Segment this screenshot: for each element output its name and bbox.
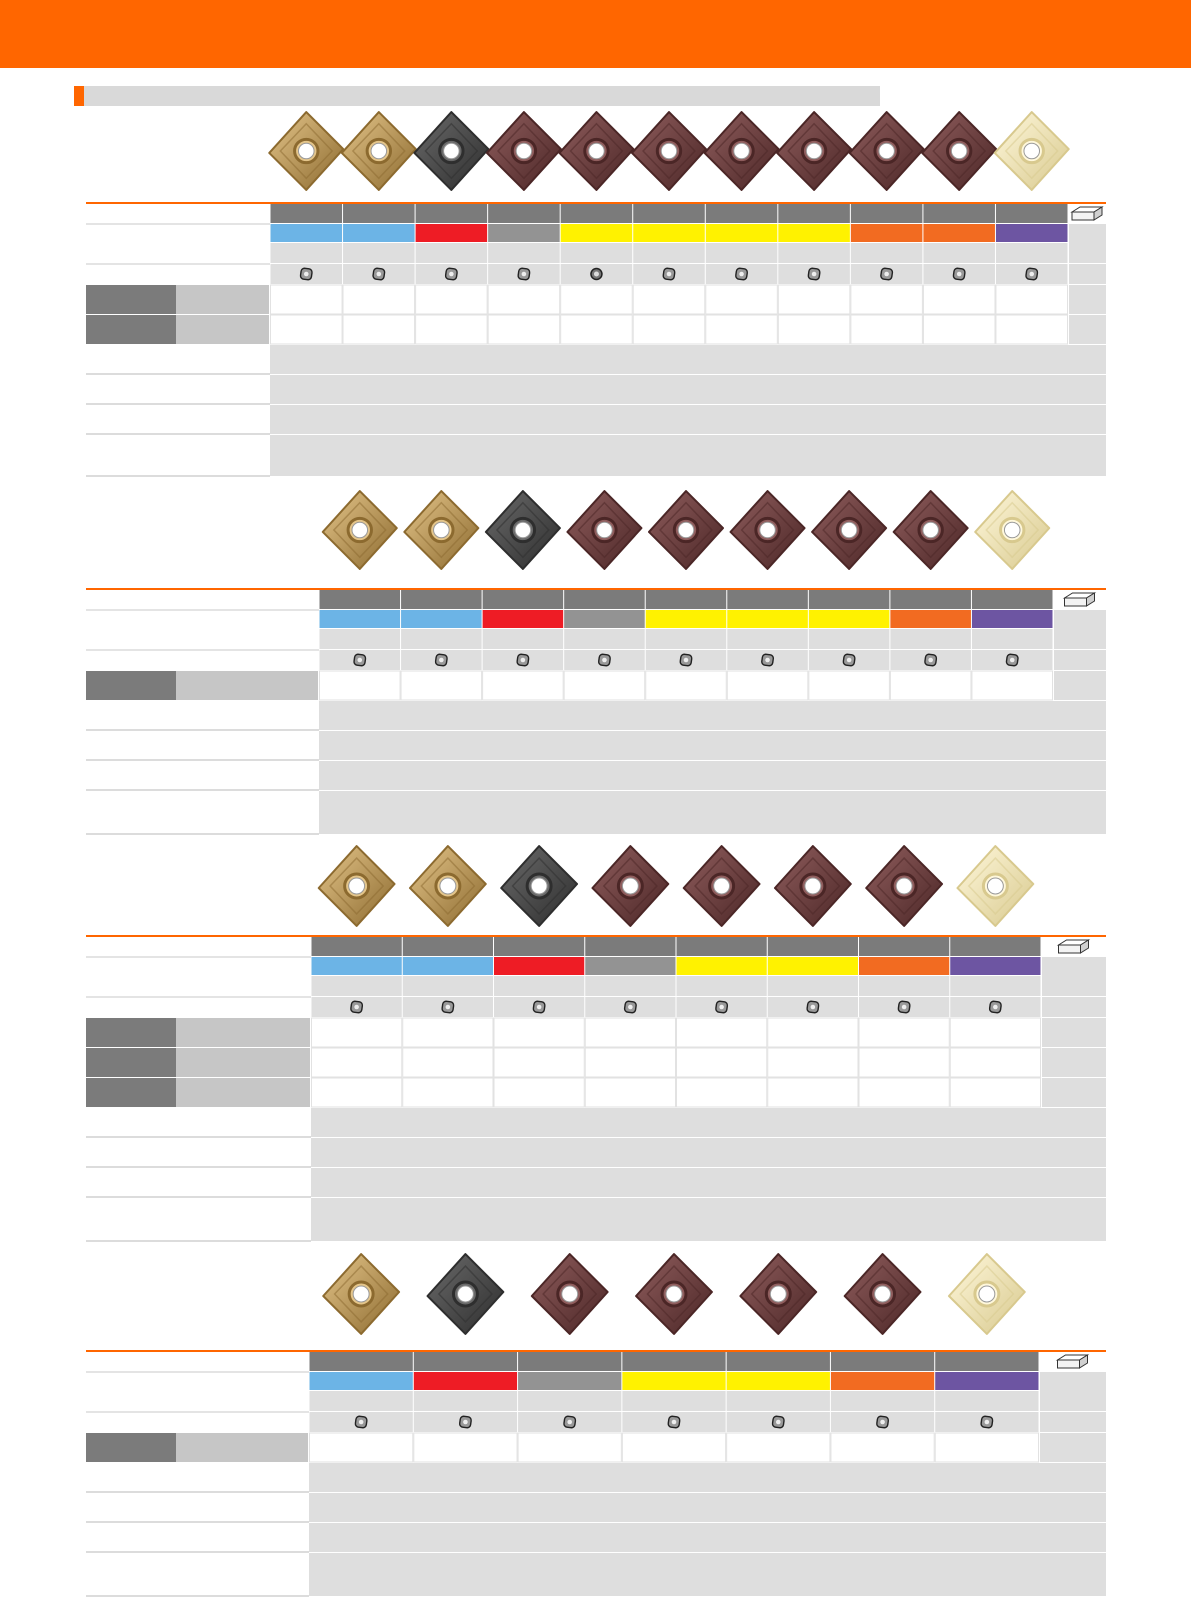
grade-info-cell <box>677 976 767 996</box>
grade-header-cell <box>972 590 1053 609</box>
info-row <box>270 435 1106 476</box>
grade-header-cell <box>416 204 488 223</box>
data-cell <box>585 1078 675 1107</box>
grade-header-cell <box>633 204 705 223</box>
grade-header-cell <box>312 937 402 956</box>
data-cell <box>564 671 645 700</box>
data-cell <box>518 1433 621 1462</box>
data-cell <box>851 315 923 344</box>
grade-header-cell <box>585 937 675 956</box>
data-cell <box>768 1018 858 1047</box>
grade-info-cell <box>483 629 564 649</box>
round-insert-icon <box>591 269 602 280</box>
data-cell <box>727 1433 830 1462</box>
material-color-yellow <box>677 957 767 975</box>
row-label-dark <box>86 315 176 344</box>
right-panel-cell <box>1069 224 1106 263</box>
grade-info-cell <box>320 629 401 649</box>
grade-header-cell <box>403 937 493 956</box>
table-block-2 <box>86 491 1106 834</box>
row-label-dark <box>86 671 176 700</box>
row-label-dark <box>86 1433 176 1462</box>
insert-image-maroon <box>775 846 851 926</box>
info-row <box>270 405 1106 434</box>
material-color-yellow <box>622 1372 725 1390</box>
insert-icon <box>880 268 892 280</box>
grade-info-cell <box>972 629 1053 649</box>
insert-icon <box>772 1416 784 1428</box>
grade-header-cell <box>727 1352 830 1371</box>
insert-icon <box>898 1001 910 1013</box>
insert-image-black <box>486 491 560 569</box>
data-cell <box>950 1018 1040 1047</box>
material-color-gray <box>564 610 645 628</box>
insert-row <box>323 1254 1025 1334</box>
grade-header-cell <box>768 937 858 956</box>
material-color-blue <box>312 957 402 975</box>
insert-icon <box>715 1001 727 1013</box>
insert-row <box>269 112 1068 190</box>
grade-header-cell <box>996 204 1068 223</box>
insert-icon <box>624 1001 636 1013</box>
insert-image-cream <box>975 491 1049 569</box>
grade-header-cell <box>859 937 949 956</box>
grade-info-cell <box>890 629 971 649</box>
insert-image-maroon <box>684 846 760 926</box>
insert-icon <box>300 268 312 280</box>
insert-icon <box>442 1001 454 1013</box>
insert-image-cream <box>949 1254 1025 1334</box>
right-panel-cell <box>1040 1433 1106 1462</box>
insert-icon <box>518 268 530 280</box>
insert-image-maroon <box>636 1254 712 1334</box>
grade-info-cell <box>401 629 482 649</box>
grade-info-cell <box>403 976 493 996</box>
material-color-blue <box>401 610 482 628</box>
info-row <box>311 1168 1106 1197</box>
insert-icon <box>373 268 385 280</box>
data-cell <box>706 315 778 344</box>
data-cell <box>851 285 923 314</box>
grade-info-cell <box>706 243 778 263</box>
insert-icon <box>598 654 610 666</box>
grade-info-cell <box>809 629 890 649</box>
grade-header-cell <box>831 1352 934 1371</box>
grade-header-cell <box>414 1352 517 1371</box>
table-block-4 <box>86 1254 1106 1596</box>
data-cell <box>488 285 560 314</box>
grade-info-cell <box>488 243 560 263</box>
insert-image-maroon <box>649 491 723 569</box>
data-cell <box>996 285 1068 314</box>
insert-image-black <box>501 846 577 926</box>
data-cell <box>320 671 401 700</box>
grade-info-cell <box>851 243 923 263</box>
table-block-1 <box>86 112 1106 476</box>
insert-image-maroon <box>812 491 886 569</box>
right-panel-cell <box>1040 1412 1106 1432</box>
data-cell <box>996 315 1068 344</box>
material-color-yellow <box>778 224 850 242</box>
insert-image-maroon <box>532 1254 608 1334</box>
insert-icon <box>981 1416 993 1428</box>
insert-row <box>323 491 1049 569</box>
data-cell <box>271 285 343 314</box>
grade-info-cell <box>778 243 850 263</box>
insert-image-maroon <box>850 112 924 190</box>
info-row <box>311 1108 1106 1137</box>
data-cell <box>312 1048 402 1077</box>
insert-icon <box>533 1001 545 1013</box>
insert-icon <box>808 268 820 280</box>
insert-image-maroon <box>866 846 942 926</box>
right-panel-cell <box>1040 1372 1106 1411</box>
material-color-purple <box>996 224 1068 242</box>
material-color-blue <box>310 1372 413 1390</box>
insert-icon <box>924 654 936 666</box>
data-cell <box>646 671 727 700</box>
data-cell <box>768 1048 858 1077</box>
material-color-blue <box>403 957 493 975</box>
info-row <box>311 1198 1106 1241</box>
insert-row <box>319 846 1034 926</box>
material-color-yellow <box>727 610 808 628</box>
insert-icon <box>355 1416 367 1428</box>
right-panel-cell <box>1054 650 1106 670</box>
grade-header-cell <box>646 590 727 609</box>
grade-info-cell <box>494 976 584 996</box>
insert-icon <box>435 654 447 666</box>
data-cell <box>890 671 971 700</box>
insert-image-maroon <box>592 846 668 926</box>
data-cell <box>778 315 850 344</box>
material-color-yellow <box>809 610 890 628</box>
row-label-light <box>176 1048 310 1077</box>
data-cell <box>809 671 890 700</box>
material-color-blue <box>271 224 343 242</box>
row-label-light <box>176 315 269 344</box>
info-row <box>319 731 1106 760</box>
grade-header-cell <box>706 204 778 223</box>
material-color-orange <box>831 1372 934 1390</box>
data-cell <box>271 315 343 344</box>
grade-info-cell <box>646 629 727 649</box>
data-cell <box>633 285 705 314</box>
data-cell <box>494 1048 584 1077</box>
data-cell <box>633 315 705 344</box>
material-color-orange <box>923 224 995 242</box>
data-cell <box>494 1078 584 1107</box>
insert-image-maroon <box>632 112 706 190</box>
data-cell <box>923 315 995 344</box>
insert-icon <box>459 1416 471 1428</box>
row-label-dark <box>86 1078 176 1107</box>
data-cell <box>677 1048 767 1077</box>
data-cell <box>312 1018 402 1047</box>
data-cell <box>343 315 415 344</box>
grade-header-cell <box>494 937 584 956</box>
material-color-red <box>494 957 584 975</box>
data-cell <box>950 1078 1040 1107</box>
data-cell <box>972 671 1053 700</box>
box-icon <box>1058 1355 1088 1368</box>
grade-header-cell <box>518 1352 621 1371</box>
grade-info-cell <box>312 976 402 996</box>
box-icon <box>1065 593 1095 606</box>
grade-header-cell <box>851 204 923 223</box>
material-color-gray <box>585 957 675 975</box>
grade-header-cell <box>622 1352 725 1371</box>
data-cell <box>416 315 488 344</box>
row-label-dark <box>86 285 176 314</box>
material-color-gray <box>488 224 560 242</box>
material-color-yellow <box>727 1372 830 1390</box>
data-cell <box>923 285 995 314</box>
data-cell <box>403 1078 493 1107</box>
right-panel-cell <box>1069 285 1106 314</box>
insert-image-maroon <box>559 112 633 190</box>
grade-header-cell <box>483 590 564 609</box>
data-cell <box>935 1433 1038 1462</box>
data-cell <box>859 1048 949 1077</box>
insert-icon <box>668 1416 680 1428</box>
insert-image-gold <box>319 846 395 926</box>
data-cell <box>585 1048 675 1077</box>
grade-info-cell <box>727 629 808 649</box>
right-panel-cell <box>1042 1018 1106 1047</box>
grade-info-cell <box>561 243 633 263</box>
insert-image-gold <box>269 112 343 190</box>
insert-image-gold <box>323 1254 399 1334</box>
data-cell <box>403 1048 493 1077</box>
insert-icon <box>843 654 855 666</box>
row-label-light <box>176 1078 310 1107</box>
right-panel-cell <box>1042 1078 1106 1107</box>
info-row <box>270 375 1106 404</box>
insert-image-maroon <box>487 112 561 190</box>
insert-icon <box>350 1001 362 1013</box>
insert-image-maroon <box>922 112 996 190</box>
data-cell <box>561 315 633 344</box>
grade-info-cell <box>923 243 995 263</box>
grade-info-cell <box>859 976 949 996</box>
insert-icon <box>663 268 675 280</box>
grade-header-cell <box>343 204 415 223</box>
data-cell <box>585 1018 675 1047</box>
insert-icon <box>735 268 747 280</box>
insert-image-maroon <box>567 491 641 569</box>
info-row <box>309 1493 1106 1522</box>
grade-header-cell <box>310 1352 413 1371</box>
grade-info-cell <box>518 1391 621 1411</box>
material-color-orange <box>859 957 949 975</box>
material-color-yellow <box>706 224 778 242</box>
right-panel-cell <box>1042 957 1106 996</box>
material-color-red <box>414 1372 517 1390</box>
insert-icon <box>564 1416 576 1428</box>
grade-header-cell <box>677 937 767 956</box>
box-icon <box>1072 207 1102 220</box>
right-panel-cell <box>1054 671 1106 700</box>
data-cell <box>859 1078 949 1107</box>
grade-header-cell <box>488 204 560 223</box>
orange-rule <box>86 202 1106 204</box>
grade-info-cell <box>831 1391 934 1411</box>
grade-info-cell <box>768 976 858 996</box>
grade-header-cell <box>923 204 995 223</box>
grade-header-cell <box>950 937 1040 956</box>
grade-header-cell <box>561 204 633 223</box>
insert-icon <box>354 654 366 666</box>
grade-info-cell <box>996 243 1068 263</box>
insert-image-black <box>414 112 488 190</box>
material-color-blue <box>320 610 401 628</box>
material-color-yellow <box>768 957 858 975</box>
material-color-gray <box>518 1372 621 1390</box>
grade-header-cell <box>401 590 482 609</box>
material-color-yellow <box>646 610 727 628</box>
material-color-purple <box>935 1372 1038 1390</box>
data-cell <box>343 285 415 314</box>
insert-icon <box>761 654 773 666</box>
insert-image-gold <box>342 112 416 190</box>
insert-icon <box>680 654 692 666</box>
data-cell <box>403 1018 493 1047</box>
table-block-3 <box>86 846 1106 1241</box>
info-row <box>270 345 1106 374</box>
material-color-purple <box>950 957 1040 975</box>
grade-info-cell <box>727 1391 830 1411</box>
right-panel-cell <box>1042 997 1106 1017</box>
data-cell <box>677 1078 767 1107</box>
grade-header-cell <box>890 590 971 609</box>
material-color-yellow <box>633 224 705 242</box>
material-color-orange <box>851 224 923 242</box>
data-cell <box>768 1078 858 1107</box>
data-cell <box>778 285 850 314</box>
insert-image-gold <box>410 846 486 926</box>
row-label-light <box>176 1018 310 1047</box>
info-row <box>319 701 1106 730</box>
row-label-dark <box>86 1048 176 1077</box>
grade-header-cell <box>320 590 401 609</box>
insert-icon <box>1026 268 1038 280</box>
insert-icon <box>989 1001 1001 1013</box>
grade-info-cell <box>585 976 675 996</box>
insert-image-maroon <box>705 112 779 190</box>
insert-icon <box>1006 654 1018 666</box>
grade-info-cell <box>271 243 343 263</box>
data-cell <box>310 1433 413 1462</box>
grade-info-cell <box>414 1391 517 1411</box>
insert-image-maroon <box>777 112 851 190</box>
material-color-purple <box>972 610 1053 628</box>
material-color-blue <box>343 224 415 242</box>
material-color-orange <box>890 610 971 628</box>
data-cell <box>416 285 488 314</box>
grade-header-cell <box>271 204 343 223</box>
data-cell <box>483 671 564 700</box>
info-row <box>309 1523 1106 1552</box>
right-panel-cell <box>1042 1048 1106 1077</box>
info-row <box>319 761 1106 790</box>
insert-image-gold <box>404 491 478 569</box>
right-panel-cell <box>1069 315 1106 344</box>
grade-info-cell <box>343 243 415 263</box>
grade-header-cell <box>809 590 890 609</box>
row-label-light <box>176 285 269 314</box>
right-panel-cell <box>1054 610 1106 649</box>
row-label-light <box>176 1433 308 1462</box>
info-row <box>309 1463 1106 1492</box>
grade-header-cell <box>935 1352 1038 1371</box>
data-cell <box>494 1018 584 1047</box>
data-cell <box>561 285 633 314</box>
data-cell <box>401 671 482 700</box>
data-cell <box>706 285 778 314</box>
data-cell <box>727 671 808 700</box>
grade-info-cell <box>622 1391 725 1411</box>
grade-info-cell <box>564 629 645 649</box>
box-icon <box>1059 940 1089 953</box>
grade-info-cell <box>935 1391 1038 1411</box>
grade-info-cell <box>416 243 488 263</box>
insert-image-gold <box>323 491 397 569</box>
data-cell <box>859 1018 949 1047</box>
data-cell <box>831 1433 934 1462</box>
grade-header-cell <box>727 590 808 609</box>
data-cell <box>950 1048 1040 1077</box>
material-color-red <box>483 610 564 628</box>
data-cell <box>414 1433 517 1462</box>
info-row <box>311 1138 1106 1167</box>
row-label-dark <box>86 1018 176 1047</box>
grade-header-cell <box>564 590 645 609</box>
insert-icon <box>953 268 965 280</box>
data-cell <box>488 315 560 344</box>
insert-image-maroon <box>845 1254 921 1334</box>
material-color-red <box>416 224 488 242</box>
insert-image-maroon <box>740 1254 816 1334</box>
data-cell <box>312 1078 402 1107</box>
info-row <box>309 1553 1106 1596</box>
info-row <box>319 791 1106 834</box>
insert-icon <box>807 1001 819 1013</box>
data-cell <box>622 1433 725 1462</box>
row-label-light <box>176 671 318 700</box>
data-cell <box>677 1018 767 1047</box>
grade-header-cell <box>778 204 850 223</box>
insert-image-maroon <box>731 491 805 569</box>
orange-rule <box>86 935 1106 937</box>
grade-info-cell <box>310 1391 413 1411</box>
grade-info-cell <box>633 243 705 263</box>
insert-icon <box>876 1416 888 1428</box>
insert-image-cream <box>957 846 1033 926</box>
orange-rule <box>86 1350 1106 1352</box>
insert-image-black <box>428 1254 504 1334</box>
material-color-yellow <box>561 224 633 242</box>
right-panel-cell <box>1069 264 1106 284</box>
insert-image-cream <box>995 112 1069 190</box>
insert-image-maroon <box>894 491 968 569</box>
insert-icon <box>517 654 529 666</box>
grade-info-cell <box>950 976 1040 996</box>
orange-rule <box>86 588 1106 590</box>
insert-icon <box>445 268 457 280</box>
